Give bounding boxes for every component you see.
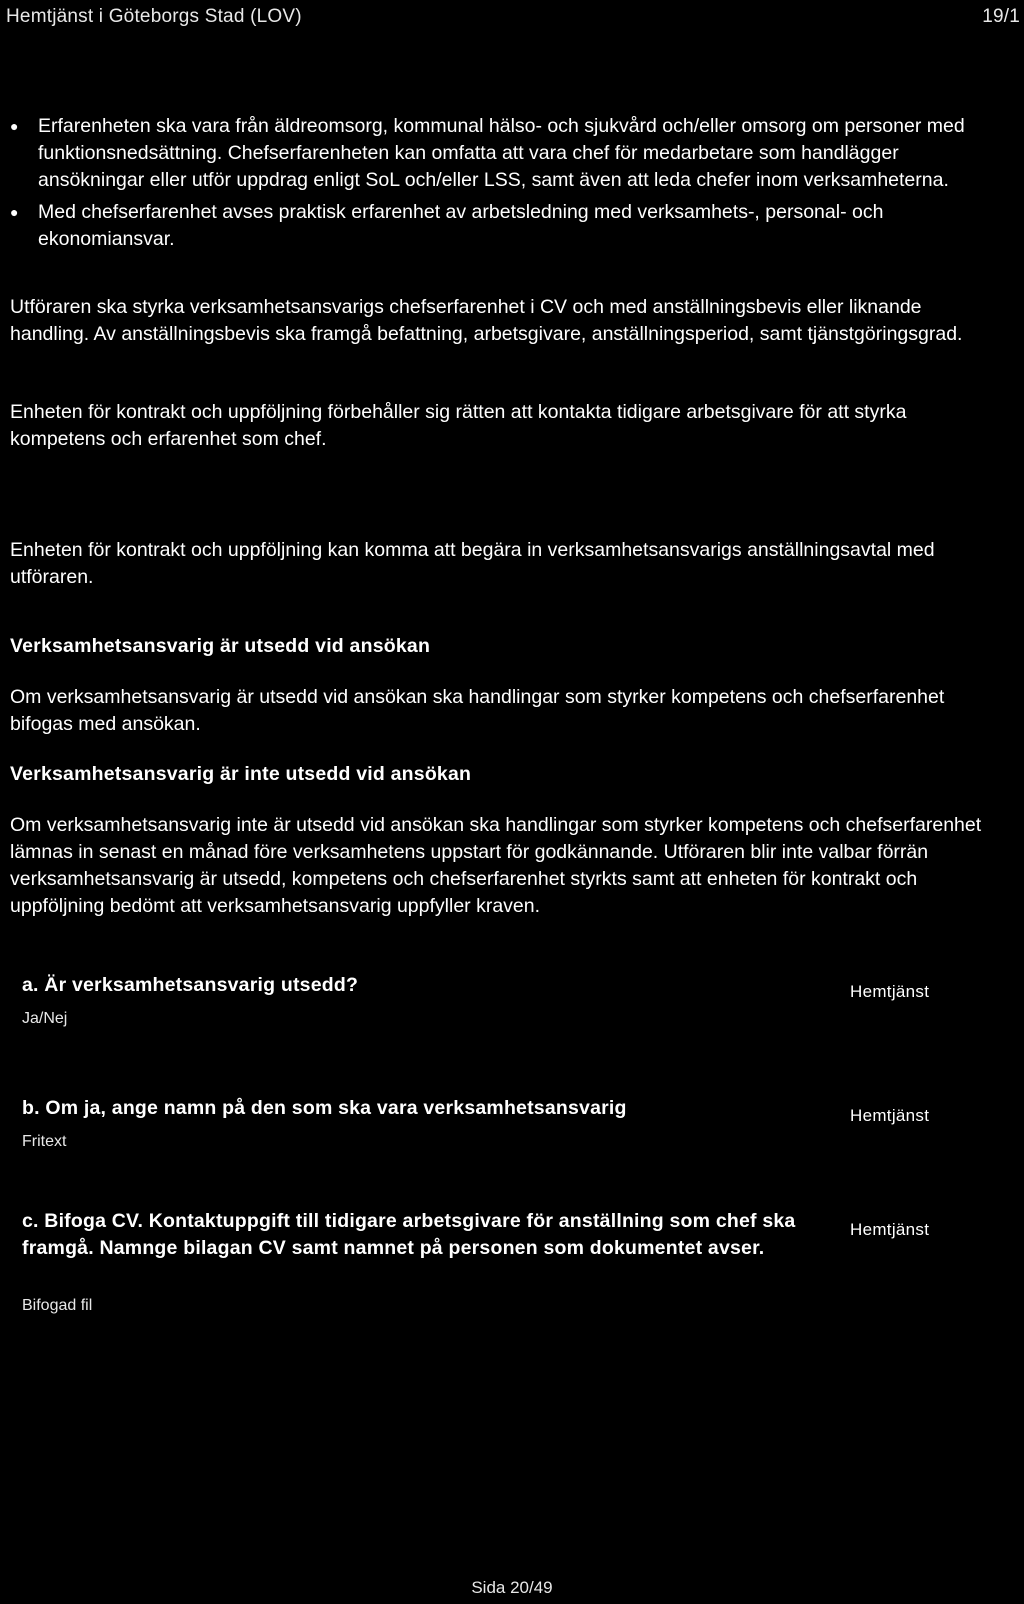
section-text-appointed: Om verksamhetsansvarig är utsedd vid ansökan ska handlingar som styrker kompetens och chefserfarenhet bifogas med ansökan.: [10, 686, 945, 735]
paragraph-employment-contract: Enheten för kontrakt och uppföljning kan komma att begära in verksamhetsansvarigs anställningsavtal med utföraren.: [10, 539, 935, 588]
question-a-answer-type: Ja/Nej: [22, 1010, 68, 1027]
question-c-area: Hemtjänst: [850, 1220, 930, 1239]
bullet-item: [10, 199, 1010, 253]
question-a-title: a. Är verksamhetsansvarig utsedd?: [22, 974, 359, 996]
bullet-icon: ●: [10, 204, 19, 220]
question-c-answer-type: Bifogad fil: [22, 1297, 93, 1314]
bullet-item: [10, 113, 1010, 194]
page-number: Sida 20/49: [471, 1578, 553, 1597]
question-c-title: c. Bifoga CV. Kontaktuppgift till tidigare arbetsgivare för anställning som chef ska framgå. Namnge bilagan CV samt namnet på personen som dokumentet avser.: [22, 1210, 796, 1259]
bullet-icon: ●: [10, 118, 19, 134]
document-header-date: 19/1: [982, 6, 1020, 27]
bullet-text: Erfarenheten ska vara från äldreomsorg, kommunal hälso- och sjukvård och/eller omsorg om personer med funktionsnedsättning. Chefserfarenheten kan omfatta att vara chef för medarbetare som handlägger ansökningar eller utför uppdrag enligt SoL och/eller LSS, samt även att leda chefer inom verksamheterna.: [38, 115, 965, 191]
section-heading-appointed: Verksamhetsansvarig är utsedd vid ansökan: [10, 635, 431, 657]
paragraph-cv-proof: Utföraren ska styrka verksamhetsansvarigs chefserfarenhet i CV och med anställningsbevis eller liknande handling. Av anställningsbevis ska framgå befattning, arbetsgivare, anställningsperiod, samt tjänstgöringsgrad.: [10, 296, 963, 345]
bullet-text: Med chefserfarenhet avses praktisk erfarenhet av arbetsledning med verksamhets-, personal- och ekonomiansvar.: [38, 201, 884, 250]
question-a-area: Hemtjänst: [850, 982, 930, 1001]
section-heading-not-appointed: Verksamhetsansvarig är inte utsedd vid ansökan: [10, 763, 472, 785]
paragraph-contact-employers: Enheten för kontrakt och uppföljning förbehåller sig rätten att kontakta tidigare arbetsgivare för att styrka kompetens och erfarenhet som chef.: [10, 401, 907, 450]
document-header-title: Hemtjänst i Göteborgs Stad (LOV): [6, 6, 302, 27]
question-b-title: b. Om ja, ange namn på den som ska vara verksamhetsansvarig: [22, 1097, 627, 1119]
section-text-not-appointed: Om verksamhetsansvarig inte är utsedd vid ansökan ska handlingar som styrker kompetens och chefserfarenhet lämnas in senast en månad före verksamhetens uppstart för godkännande. Utföraren blir inte valbar förrän verksamhetsansvarig är utsedd, kompetens och chefserfarenhet styrkts samt att enheten för kontrakt och uppföljning bedömt att verksamhetsansvarig uppfyller kraven.: [10, 814, 982, 917]
requirements-bullet-list: [10, 113, 1010, 258]
question-b-answer-type: Fritext: [22, 1133, 67, 1150]
question-b-area: Hemtjänst: [850, 1106, 930, 1125]
